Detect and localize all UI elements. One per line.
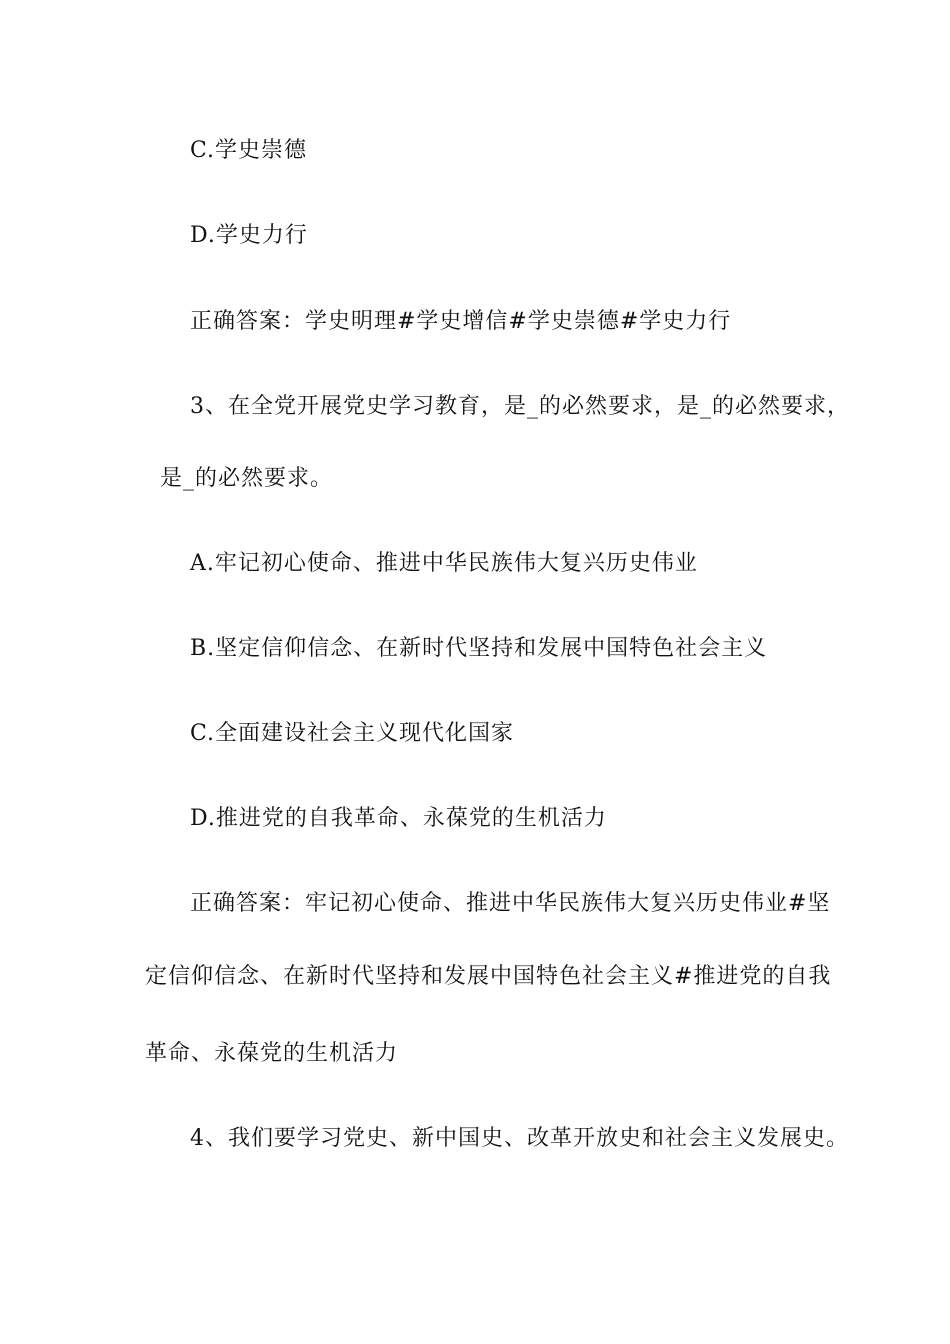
q3-option-d: D.推进党的自我革命、永葆党的生机活力 — [190, 806, 607, 831]
q4-stem-line1: 4、我们要学习党史、新中国史、改革开放史和社会主义发展史。 — [190, 1126, 849, 1151]
q2-option-d: D.学史力行 — [190, 223, 308, 248]
q3-option-a: A.牢记初心使命、推进中华民族伟大复兴历史伟业 — [190, 551, 698, 576]
q3-correct-answer-line2: 定信仰信念、在新时代坚持和发展中国特色社会主义#推进党的自我 — [145, 964, 832, 989]
q3-option-b: B.坚定信仰信念、在新时代坚持和发展中国特色社会主义 — [190, 636, 768, 661]
q3-option-c: C.全面建设社会主义现代化国家 — [190, 721, 515, 746]
q3-correct-answer-line3: 革命、永葆党的生机活力 — [145, 1041, 399, 1066]
q3-stem-line1: 3、在全党开展党史学习教育，是_的必然要求，是_的必然要求， — [190, 394, 850, 419]
q3-correct-answer-line1: 正确答案：牢记初心使命、推进中华民族伟大复兴历史伟业#坚 — [190, 891, 831, 916]
q2-correct-answer: 正确答案：学史明理#学史增信#学史崇德#学史力行 — [190, 309, 732, 334]
q3-stem-line2: 是_的必然要求。 — [160, 466, 334, 491]
q2-option-c: C.学史崇德 — [190, 138, 308, 163]
